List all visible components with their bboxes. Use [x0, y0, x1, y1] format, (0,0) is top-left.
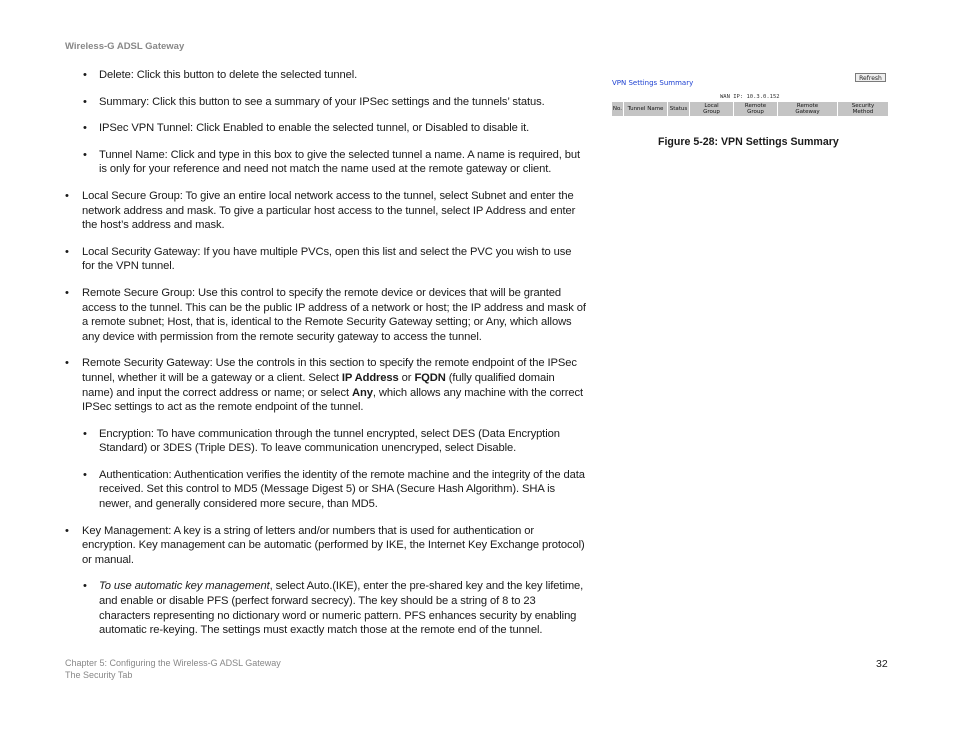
bullet-icon: • [83, 580, 87, 593]
list-item-text: Encryption: To have communication through the tunnel encrypted, select DES (Data Encryption Standard) or 3DES (Triple DES). To leave communication unencryped, select Disable. [99, 427, 560, 455]
bullet-icon: • [83, 427, 87, 440]
list-item-text [82, 357, 583, 413]
column-header: Status [668, 102, 690, 117]
list-item-text: IPSec VPN Tunnel: Click Enabled to enable the selected tunnel, or Disabled to disable it. [99, 122, 530, 135]
list-item [65, 189, 587, 233]
list-item [65, 524, 587, 568]
list-item [65, 579, 587, 637]
column-header: Local Group [690, 102, 734, 117]
text-run: (fully qualified domain name) and input the correct address or name; or select [82, 371, 555, 399]
bullet-icon: • [65, 245, 69, 258]
list-item [65, 427, 587, 456]
list-item-text: Tunnel Name: Click and type in this box to give the selected tunnel a name. A name is required, but is only for your reference and need not match the name used at the remote gateway or client. [99, 148, 580, 176]
bullet-icon: • [65, 286, 69, 299]
bullet-icon: • [83, 148, 87, 161]
column-header: Tunnel Name [624, 102, 668, 117]
refresh-button[interactable]: Refresh [855, 73, 886, 82]
running-header: Wireless-G ADSL Gateway [65, 41, 185, 52]
footer [65, 657, 281, 681]
list-item-text: Local Secure Group: To give an entire local network access to the tunnel, select Subnet and enter the network address and mask. To give a particular host access to the tunnel, select IP Address and enter the host’s address and mask. [82, 189, 576, 232]
vpn-summary-table [611, 101, 889, 117]
list-item-text: Local Security Gateway: If you have multiple PVCs, open this list and select the PVC you wish to use for the VPN tunnel. [82, 245, 572, 273]
page-number: 32 [876, 658, 888, 670]
list-item [65, 95, 587, 110]
list-item [65, 286, 587, 344]
bullet-icon: • [83, 69, 87, 81]
bullet-icon: • [65, 189, 69, 202]
list-item-text: Authentication: Authentication verifies the identity of the remote machine and the integrity of the data received. Set this control to MD5 (Message Digest 5) or SHA (Secure Hash Algorithm). SHA is newer, and generally considered more secure, than MD5. [99, 468, 585, 511]
bullet-icon: • [83, 468, 87, 481]
vpn-summary-title: VPN Settings Summary [612, 79, 694, 87]
bullet-icon: • [65, 524, 69, 537]
table-header-row [612, 102, 889, 117]
list-item [65, 245, 587, 274]
list-item [65, 468, 587, 512]
figure-caption: Figure 5-28: VPN Settings Summary [658, 136, 839, 148]
text-run: IP Address [341, 371, 399, 384]
list-item [65, 68, 587, 83]
column-header: No. [612, 102, 624, 117]
list-item-text: Remote Secure Group: Use this control to specify the remote device or devices that will be granted access to the tunnel. This can be the public IP address of a network or host; the IP address and mask of a remote subnet; Host, that is, identical to the Remote Security Gateway setting; or Any, which allows any device with permission from the remote security gateway to access the tunnel. [82, 286, 586, 343]
column-header: Security Method [838, 102, 889, 117]
footer-chapter: Chapter 5: Configuring the Wireless-G ADSL Gateway [65, 658, 281, 668]
bullet-icon: • [65, 357, 69, 370]
wan-ip-readout: WAN IP: 10.3.0.152 [720, 94, 780, 100]
body-text [65, 68, 587, 638]
list-item [65, 356, 587, 414]
text-run: , select Auto.(IKE), enter the pre-shared key and the key lifetime, and enable or disable PFS (perfect forward secrecy). The key should be a string of 8 to 23 characters representing no dictionary word or numeric pattern. PFS enhances security by enabling automatic re-keying. The settings must exactly match those at the remote end of the tunnel. [99, 580, 584, 637]
list-item [65, 121, 587, 136]
list-item-text: Delete: Click this button to delete the selected tunnel. [99, 69, 358, 81]
list-item-text: Summary: Click this button to see a summary of your IPSec settings and the tunnels’ status. [99, 95, 545, 108]
text-run: Any [351, 386, 373, 399]
text-run: To use automatic key management [99, 580, 270, 593]
column-header: Remote Group [734, 102, 778, 117]
vpn-settings-summary-screenshot [610, 72, 888, 118]
bullet-icon: • [83, 95, 87, 108]
text-run: FQDN [414, 371, 446, 384]
text-run: , which allows any machine with the correct IPSec settings to act as the remote endpoint of the tunnel. [82, 386, 584, 414]
list-item [65, 148, 587, 177]
text-run: Remote Security Gateway: Use the controls in this section to specify the remote endpoint of the IPSec tunnel, whether it will be a gateway or a client. Select [82, 357, 577, 384]
footer-section: The Security Tab [65, 670, 133, 680]
column-header: Remote Gateway [778, 102, 838, 117]
list-item-text: Key Management: A key is a string of letters and/or numbers that is used for authentication or encryption. Key management can be automatic (performed by IKE, the Internet Key Exchange protocol) or manual. [82, 524, 585, 566]
bullet-icon: • [83, 122, 87, 135]
list-item-text [99, 580, 583, 636]
text-run: or [398, 371, 415, 384]
